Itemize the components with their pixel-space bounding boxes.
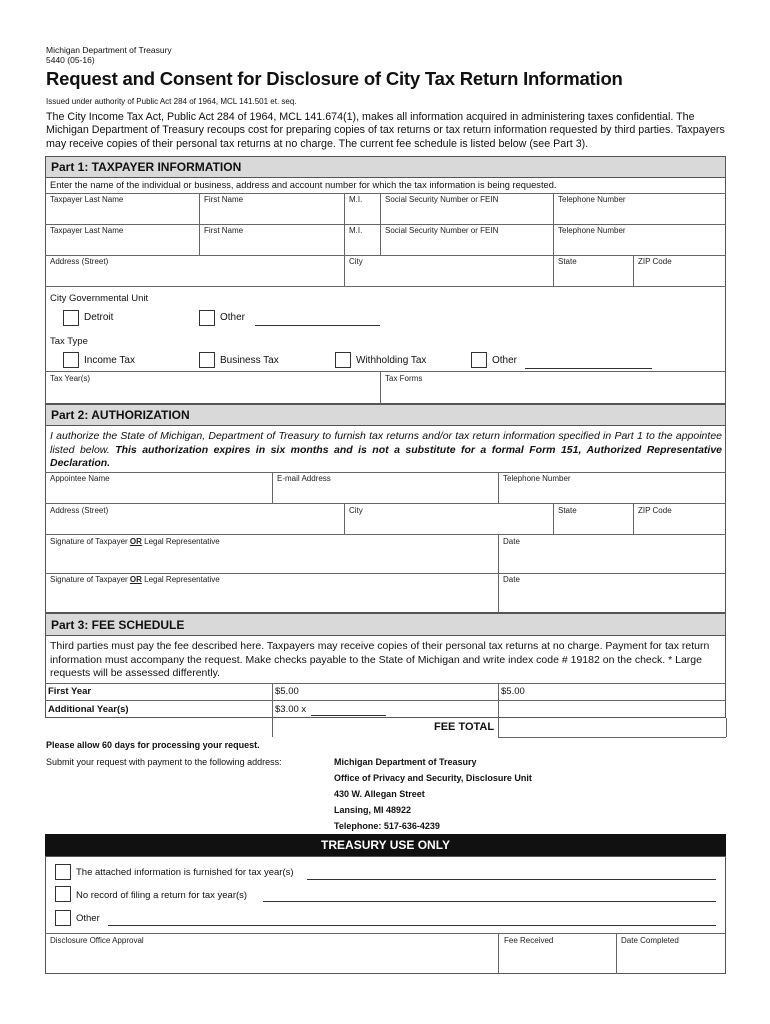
address-telephone: Telephone: 517-636-4239: [334, 821, 440, 831]
fee-schedule-text: Third parties must pay the fee described here. Taxpayers may receive copies of their personal tax returns at no charge. Payment for tax return information must accompany the request. Make checks payable to the State of Michigan and write index code # 19182 on the check. * Large requests will be assessed differently.: [50, 640, 710, 679]
part3-header: [45, 613, 726, 636]
part2-header: [45, 404, 726, 426]
address-line-1: Michigan Department of Treasury: [334, 757, 477, 767]
income-tax-checkbox[interactable]: [63, 352, 79, 368]
field-appointee-address[interactable]: Address (Street): [50, 506, 109, 515]
additional-years-label: Additional Year(s): [48, 704, 129, 715]
field-tax-years[interactable]: Tax Year(s): [50, 374, 91, 383]
part3-title: Part 3: FEE SCHEDULE: [51, 618, 185, 632]
field-date-completed[interactable]: Date Completed: [621, 936, 679, 945]
address-line-4: Lansing, MI 48922: [334, 805, 412, 815]
field-telephone-2[interactable]: Telephone Number: [558, 226, 626, 235]
business-tax-checkbox[interactable]: [199, 352, 215, 368]
detroit-option-label: Detroit: [84, 312, 114, 323]
no-record-checkbox[interactable]: [55, 886, 71, 902]
sig1-pre: Signature of Taxpayer: [50, 537, 130, 546]
part1-instruction: Enter the name of the individual or business, address and account number for which the tax information is being requested.: [50, 180, 557, 190]
form-title: Request and Consent for Disclosure of City Tax Return Information: [46, 68, 623, 89]
first-year-total: $5.00: [501, 686, 525, 697]
field-zip[interactable]: ZIP Code: [638, 257, 672, 266]
field-taxpayer-last-name-2[interactable]: Taxpayer Last Name: [50, 226, 124, 235]
additional-years-count-line[interactable]: [311, 715, 386, 716]
other-treasury-checkbox[interactable]: [55, 910, 71, 926]
income-tax-label: Income Tax: [84, 355, 135, 366]
issued-authority: Issued under authority of Public Act 284 of 1964, MCL 141.501 et. seq.: [46, 97, 297, 106]
withholding-tax-checkbox[interactable]: [335, 352, 351, 368]
other-tax-line[interactable]: [525, 368, 652, 369]
field-state[interactable]: State: [558, 257, 577, 266]
other-tax-checkbox[interactable]: [471, 352, 487, 368]
field-telephone[interactable]: Telephone Number: [558, 195, 626, 204]
field-appointee-name[interactable]: Appointee Name: [50, 474, 110, 483]
other-treasury-line[interactable]: [108, 925, 716, 926]
other-treasury-label: Other: [76, 913, 100, 924]
tax-type-label: Tax Type: [50, 336, 88, 347]
sig2-or: OR: [129, 575, 142, 584]
agency-header: [46, 45, 172, 65]
field-address-street[interactable]: Address (Street): [50, 257, 109, 266]
treasury-title: TREASURY USE ONLY: [321, 838, 450, 852]
part1-header: [45, 156, 726, 178]
field-mi-2[interactable]: M.I.: [349, 226, 363, 235]
other-city-label: Other: [220, 312, 246, 323]
field-appointee-telephone[interactable]: Telephone Number: [503, 474, 571, 483]
field-signature-1[interactable]: [50, 537, 220, 546]
field-disclosure-approval[interactable]: Disclosure Office Approval: [50, 936, 144, 945]
field-appointee-state[interactable]: State: [558, 506, 577, 515]
field-date-2[interactable]: Date: [503, 575, 520, 584]
address-line-3: 430 W. Allegan Street: [334, 789, 425, 799]
first-year-label: First Year: [48, 686, 92, 697]
field-appointee-city[interactable]: City: [349, 506, 363, 515]
address-line-2: Office of Privacy and Security, Disclosure Unit: [334, 773, 532, 783]
detroit-checkbox[interactable]: [63, 310, 79, 326]
sig2-post: Legal Representative: [141, 575, 220, 584]
part1-title: Part 1: TAXPAYER INFORMATION: [51, 160, 242, 174]
intro-paragraph: The City Income Tax Act, Public Act 284 of 1964, MCL 141.674(1), makes all information acquired in administering taxes confidential. The Michigan Department of Treasury recoups cost for preparing copies of tax returns or tax return information requested by third parties. Taxpayers may receive copies of their personal tax returns at no charge. The current fee schedule is listed below (see Part 3).: [46, 111, 725, 150]
form-number: 5440 (05-16): [46, 55, 95, 65]
no-record-years-line[interactable]: [263, 901, 716, 902]
field-ssn-fein-2[interactable]: Social Security Number or FEIN: [385, 226, 499, 235]
no-record-label: No record of filing a return for tax year(s): [76, 890, 248, 901]
other-city-line[interactable]: [255, 325, 380, 326]
sig1-or: OR: [129, 537, 142, 546]
sig2-pre: Signature of Taxpayer: [50, 575, 130, 584]
field-tax-forms[interactable]: Tax Forms: [385, 374, 423, 383]
submit-note: Submit your request with payment to the following address:: [46, 757, 282, 767]
field-email[interactable]: E-mail Address: [277, 474, 331, 483]
furnished-checkbox[interactable]: [55, 864, 71, 880]
authorization-bold: This authorization expires in six months and is not a substitute for a formal Form 151, Authorized Representative Declaration.: [50, 443, 723, 469]
other-city-checkbox[interactable]: [199, 310, 215, 326]
first-year-fee: $5.00: [275, 686, 299, 697]
agency-name: Michigan Department of Treasury: [46, 45, 172, 55]
treasury-use-header: [45, 834, 726, 856]
part2-title: Part 2: AUTHORIZATION: [51, 408, 190, 422]
fee-total-label: FEE TOTAL: [434, 721, 495, 733]
sig1-post: Legal Representative: [141, 537, 220, 546]
city-unit-label: City Governmental Unit: [50, 293, 149, 304]
withholding-tax-label: Withholding Tax: [356, 355, 427, 366]
fee-total-field[interactable]: [500, 720, 724, 736]
field-fee-received[interactable]: Fee Received: [504, 936, 554, 945]
field-first-name-2[interactable]: First Name: [204, 226, 244, 235]
authorization-plain: I authorize the State of Michigan, Department of Treasury to furnish tax returns and/or tax return information specified in Part 1 to the appointee listed below.: [50, 430, 722, 456]
additional-years-fee: $3.00 x: [275, 704, 307, 715]
authorization-text: [50, 430, 722, 471]
field-first-name[interactable]: First Name: [204, 195, 244, 204]
processing-note: Please allow 60 days for processing your request.: [46, 740, 260, 750]
business-tax-label: Business Tax: [220, 355, 279, 366]
field-taxpayer-last-name[interactable]: Taxpayer Last Name: [50, 195, 124, 204]
field-ssn-fein[interactable]: Social Security Number or FEIN: [385, 195, 499, 204]
furnished-years-line[interactable]: [307, 879, 716, 880]
other-tax-label: Other: [492, 355, 518, 366]
field-mi[interactable]: M.I.: [349, 195, 363, 204]
field-signature-2[interactable]: [50, 575, 220, 584]
field-appointee-zip[interactable]: ZIP Code: [638, 506, 672, 515]
furnished-label: The attached information is furnished for tax year(s): [76, 867, 294, 878]
field-city[interactable]: City: [349, 257, 363, 266]
field-date-1[interactable]: Date: [503, 537, 520, 546]
